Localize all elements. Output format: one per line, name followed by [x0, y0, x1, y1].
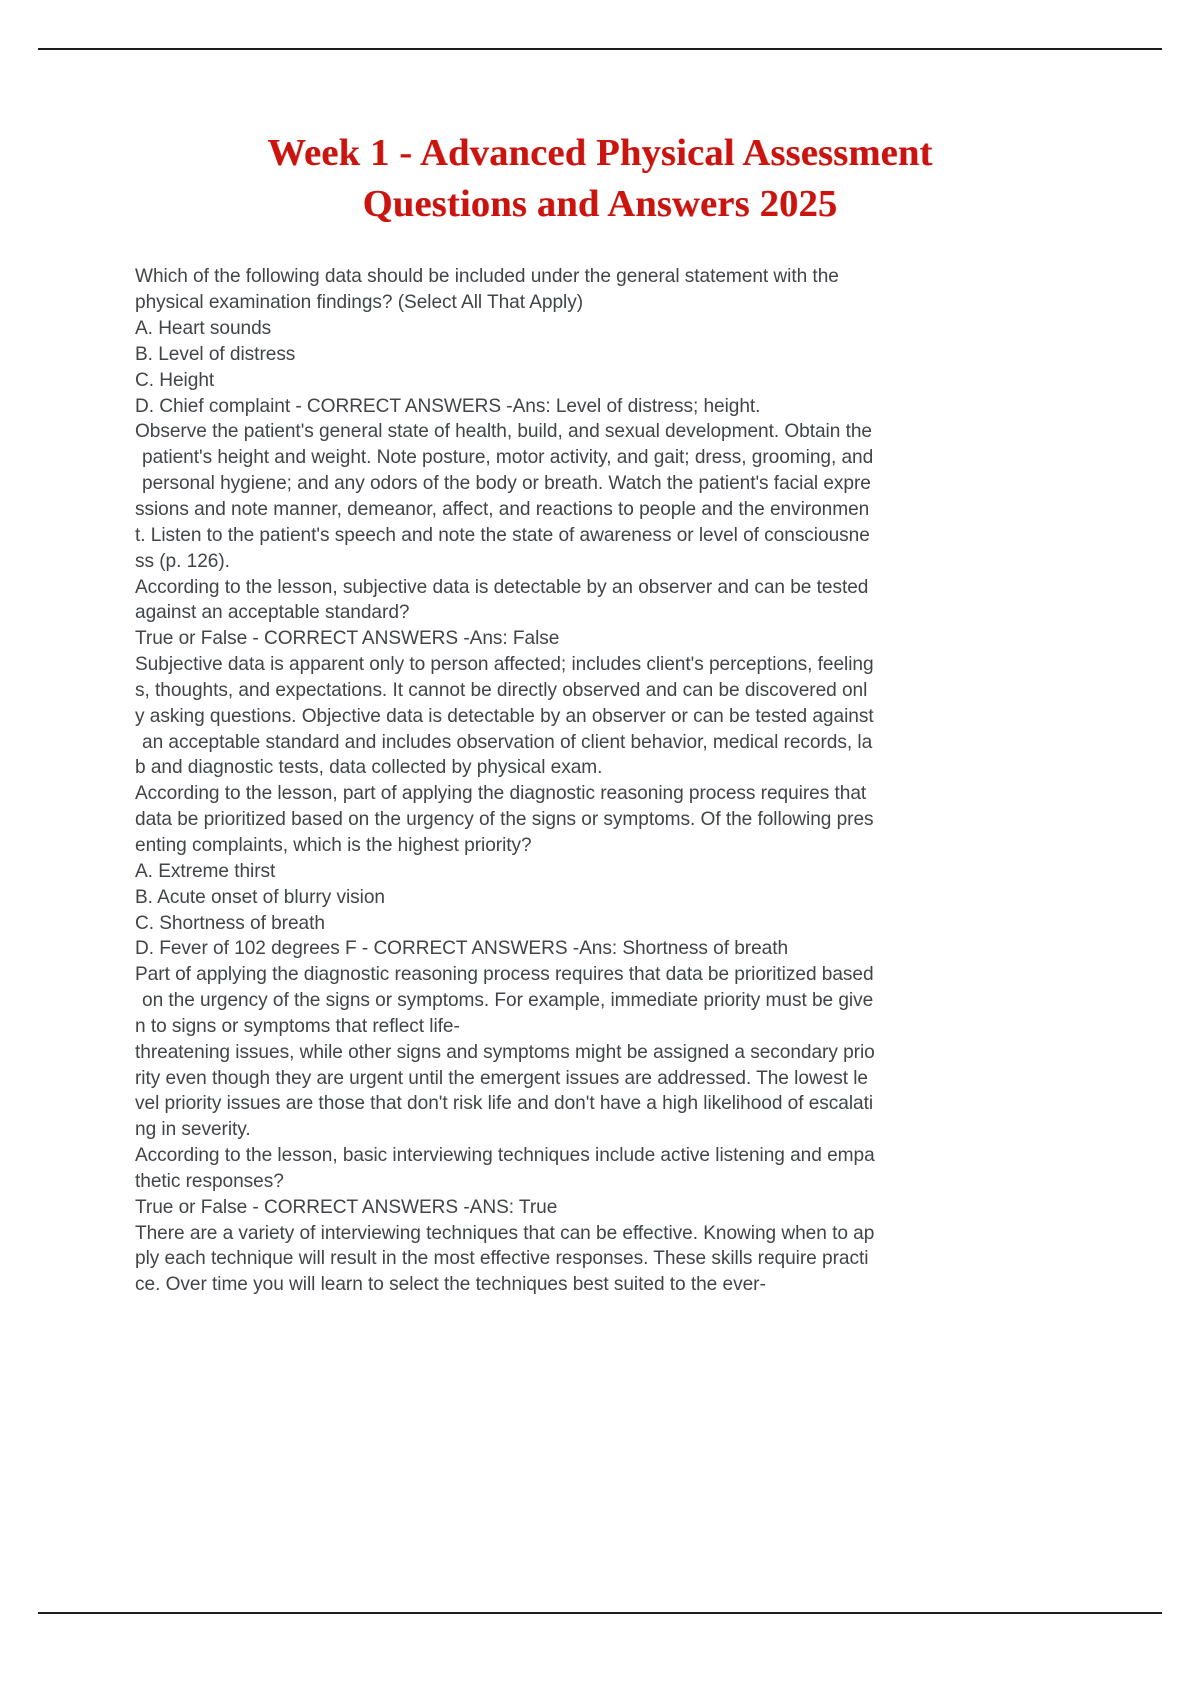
page-bottom-rule [38, 1612, 1162, 1614]
document-text-line: t. Listen to the patient's speech and note the state of awareness or level of consciousne [135, 524, 870, 546]
document-text-line: ssions and note manner, demeanor, affect, and reactions to people and the environmen [135, 499, 870, 520]
document-text-line: According to the lesson, basic interviewing techniques include active listening and empa [135, 1145, 875, 1167]
document-text-line: patient's height and weight. Note posture, motor activity, and gait; dress, grooming, and [142, 447, 874, 469]
document-text-line: Which of the following data should be included under the general statement with the [135, 266, 839, 288]
document-text-line: threatening issues, while other signs and symptoms might be assigned a secondary prio [135, 1041, 875, 1063]
document-text-line: ce. Over time you will learn to select the techniques best suited to the ever- [135, 1274, 766, 1296]
document-text-line: C. Shortness of breath [135, 912, 325, 934]
document-text-line: According to the lesson, part of applying the diagnostic reasoning process requires that [135, 783, 867, 805]
document-text-line: B. Acute onset of blurry vision [135, 886, 385, 908]
document-text-line: D. Chief complaint - CORRECT ANSWERS -Ans: Level of distress; height. [135, 395, 761, 417]
document-text-line: rity even though they are urgent until the emergent issues are addressed. The lowest le [135, 1067, 868, 1089]
document-text-line: b and diagnostic tests, data collected by physical exam. [135, 757, 603, 779]
document-text-line: True or False - CORRECT ANSWERS -Ans: False [135, 628, 560, 650]
document-text-line: an acceptable standard and includes observation of client behavior, medical records, la [142, 731, 873, 753]
document-text-line: True or False - CORRECT ANSWERS -ANS: True [135, 1196, 558, 1218]
document-text-line: C. Height [135, 369, 215, 391]
document-text-line: According to the lesson, subjective data is detectable by an observer and can be tested [135, 576, 869, 598]
document-text-line: A. Extreme thirst [135, 860, 276, 882]
document-text-line: personal hygiene; and any odors of the body or breath. Watch the patient's facial expre [142, 473, 871, 495]
document-text-line: enting complaints, which is the highest priority? [135, 834, 532, 856]
document-text-line: vel priority issues are those that don't risk life and don't have a high likelihood of escalati [135, 1093, 874, 1115]
document-text-line: ss (p. 126). [135, 550, 230, 572]
document-text-line: There are a variety of interviewing techniques that can be effective. Knowing when to ap [135, 1222, 875, 1244]
document-text-line: Observe the patient's general state of health, build, and sexual development. Obtain the [135, 421, 872, 443]
document-text-line: ply each technique will result in the most effective responses. These skills require practi [135, 1248, 869, 1270]
document-text-line: B. Level of distress [135, 343, 296, 365]
document-text-line: data be prioritized based on the urgency of the signs or symptoms. Of the following pres [135, 809, 874, 831]
page-title-line-2: Questions and Answers 2025 [362, 183, 838, 226]
document-text-line: y asking questions. Objective data is detectable by an observer or can be tested against [135, 705, 874, 727]
document-text-line: Subjective data is apparent only to person affected; includes client's perceptions, feeling [135, 654, 874, 676]
document-text-line: n to signs or symptoms that reflect life- [135, 1015, 460, 1037]
document-text-line: against an acceptable standard? [135, 602, 410, 624]
page-title-line-1: Week 1 - Advanced Physical Assessment [267, 132, 933, 174]
document-text-line: A. Heart sounds [135, 318, 272, 340]
document-text-line: thetic responses? [135, 1170, 284, 1192]
document-text-line: physical examination findings? (Select All That Apply) [135, 292, 584, 314]
document-text-line: s, thoughts, and expectations. It cannot be directly observed and can be discovered onl [135, 679, 868, 701]
page-title [0, 0, 1200, 230]
document-text-line: on the urgency of the signs or symptoms. For example, immediate priority must be give [142, 990, 874, 1012]
document-text-line: Part of applying the diagnostic reasoning process requires that data be prioritized based [135, 964, 874, 986]
document-body [0, 230, 1200, 1298]
document-text-line: ng in severity. [135, 1119, 251, 1141]
document-text-line: D. Fever of 102 degrees F - CORRECT ANSWERS -Ans: Shortness of breath [135, 938, 789, 960]
